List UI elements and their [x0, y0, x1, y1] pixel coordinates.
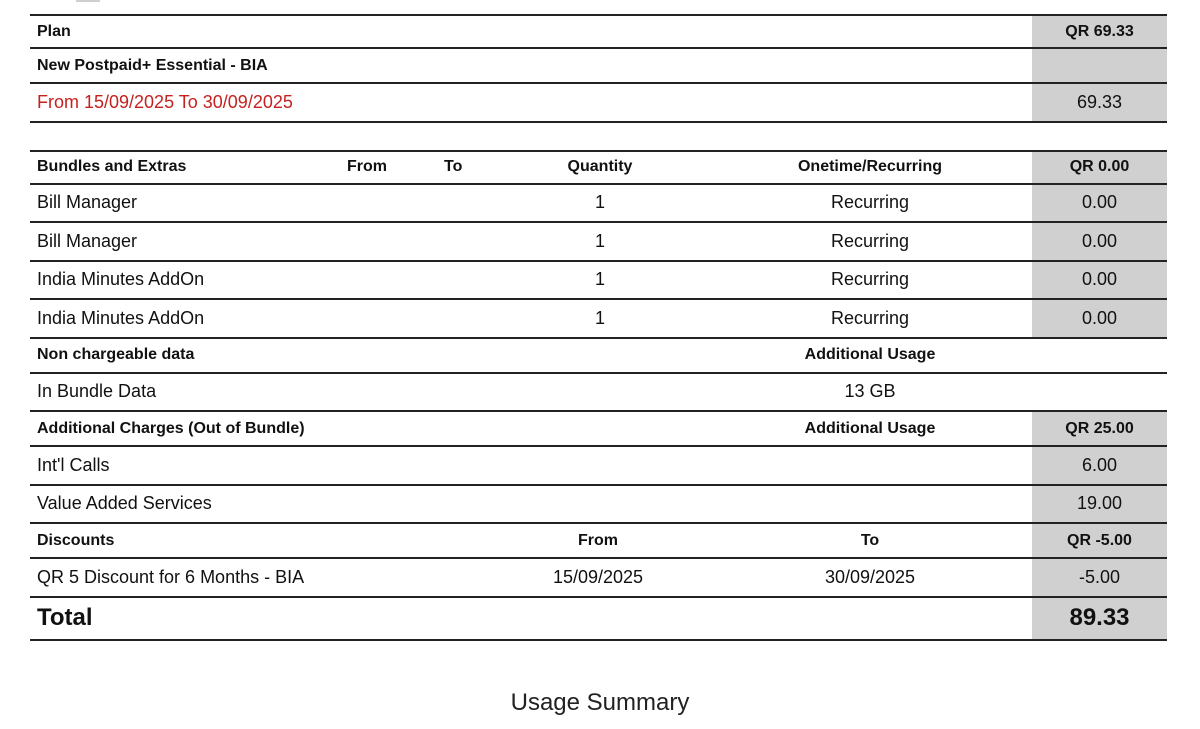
bundle-amount: 0.00	[1032, 185, 1167, 222]
discount-name: QR 5 Discount for 6 Months - BIA	[37, 566, 305, 587]
bundles-header-row	[30, 150, 1167, 185]
additional-name: Int'l Calls	[37, 454, 110, 475]
discounts-header-to: To	[860, 531, 880, 549]
plan-header-row	[30, 14, 1167, 49]
discount-amount: -5.00	[1032, 559, 1167, 596]
plan-name-row	[30, 49, 1167, 84]
usage-summary-title: Usage Summary	[510, 689, 690, 716]
additional-header-row	[30, 412, 1167, 447]
bundles-header-type: Onetime/Recurring	[797, 158, 943, 175]
plan-name-amount-cell	[1032, 49, 1167, 82]
bundle-name: India Minutes AddOn	[37, 269, 205, 290]
bundle-amount: 0.00	[1032, 262, 1167, 299]
table-row	[30, 262, 1167, 301]
plan-header-label: Plan	[37, 22, 71, 40]
bill-summary-table	[30, 14, 1167, 641]
plan-period-amount: 69.33	[1032, 84, 1167, 121]
plan-period-row	[30, 84, 1167, 123]
bundle-amount: 0.00	[1032, 223, 1167, 260]
bundle-name: Bill Manager	[37, 192, 138, 213]
bundle-quantity: 1	[594, 230, 606, 251]
discount-from: 15/09/2025	[552, 566, 644, 587]
plan-header-amount: QR 69.33	[1032, 16, 1167, 47]
bundle-amount: 0.00	[1032, 300, 1167, 337]
discounts-header-amount: QR -5.00	[1032, 524, 1167, 557]
table-row	[30, 374, 1167, 413]
plan-period: From 15/09/2025 To 30/09/2025	[37, 91, 293, 112]
additional-header-usage: Additional Usage	[804, 419, 936, 437]
bundles-header-to: To	[444, 158, 463, 175]
discounts-header-row	[30, 524, 1167, 559]
table-row	[30, 447, 1167, 486]
bundles-header-label: Bundles and Extras	[37, 158, 187, 175]
non-chargeable-usage: 13 GB	[844, 381, 896, 402]
page-top-mark	[76, 0, 100, 2]
total-label: Total	[37, 604, 93, 631]
total-row	[30, 598, 1167, 641]
non-chargeable-header-usage: Additional Usage	[804, 346, 936, 363]
discount-to: 30/09/2025	[824, 566, 916, 587]
table-row	[30, 185, 1167, 224]
bundles-header-from: From	[347, 158, 387, 175]
additional-header-amount: QR 25.00	[1032, 412, 1167, 445]
section-gap	[30, 123, 1167, 150]
bundle-type: Recurring	[830, 269, 910, 290]
bundles-header-amount: QR 0.00	[1032, 152, 1167, 183]
non-chargeable-header-label: Non chargeable data	[37, 346, 195, 363]
table-row	[30, 486, 1167, 525]
non-chargeable-header-row	[30, 339, 1167, 374]
non-chargeable-name: In Bundle Data	[37, 381, 157, 402]
bundle-quantity: 1	[594, 307, 606, 328]
bundle-quantity: 1	[594, 269, 606, 290]
additional-name: Value Added Services	[37, 493, 212, 514]
discounts-header-label: Discounts	[37, 531, 115, 549]
bundle-name: Bill Manager	[37, 230, 138, 251]
bundle-type: Recurring	[830, 192, 910, 213]
table-row	[30, 559, 1167, 598]
additional-amount: 19.00	[1032, 486, 1167, 523]
bundle-quantity: 1	[594, 192, 606, 213]
bundle-type: Recurring	[830, 230, 910, 251]
table-row	[30, 223, 1167, 262]
additional-header-label: Additional Charges (Out of Bundle)	[37, 419, 305, 437]
bundle-type: Recurring	[830, 307, 910, 328]
bundle-name: India Minutes AddOn	[37, 307, 205, 328]
additional-amount: 6.00	[1032, 447, 1167, 484]
discounts-header-from: From	[578, 531, 618, 549]
plan-name: New Postpaid+ Essential - BIA	[37, 56, 268, 74]
table-row	[30, 300, 1167, 339]
bundles-header-quantity: Quantity	[567, 158, 633, 175]
total-amount: 89.33	[1032, 598, 1167, 639]
